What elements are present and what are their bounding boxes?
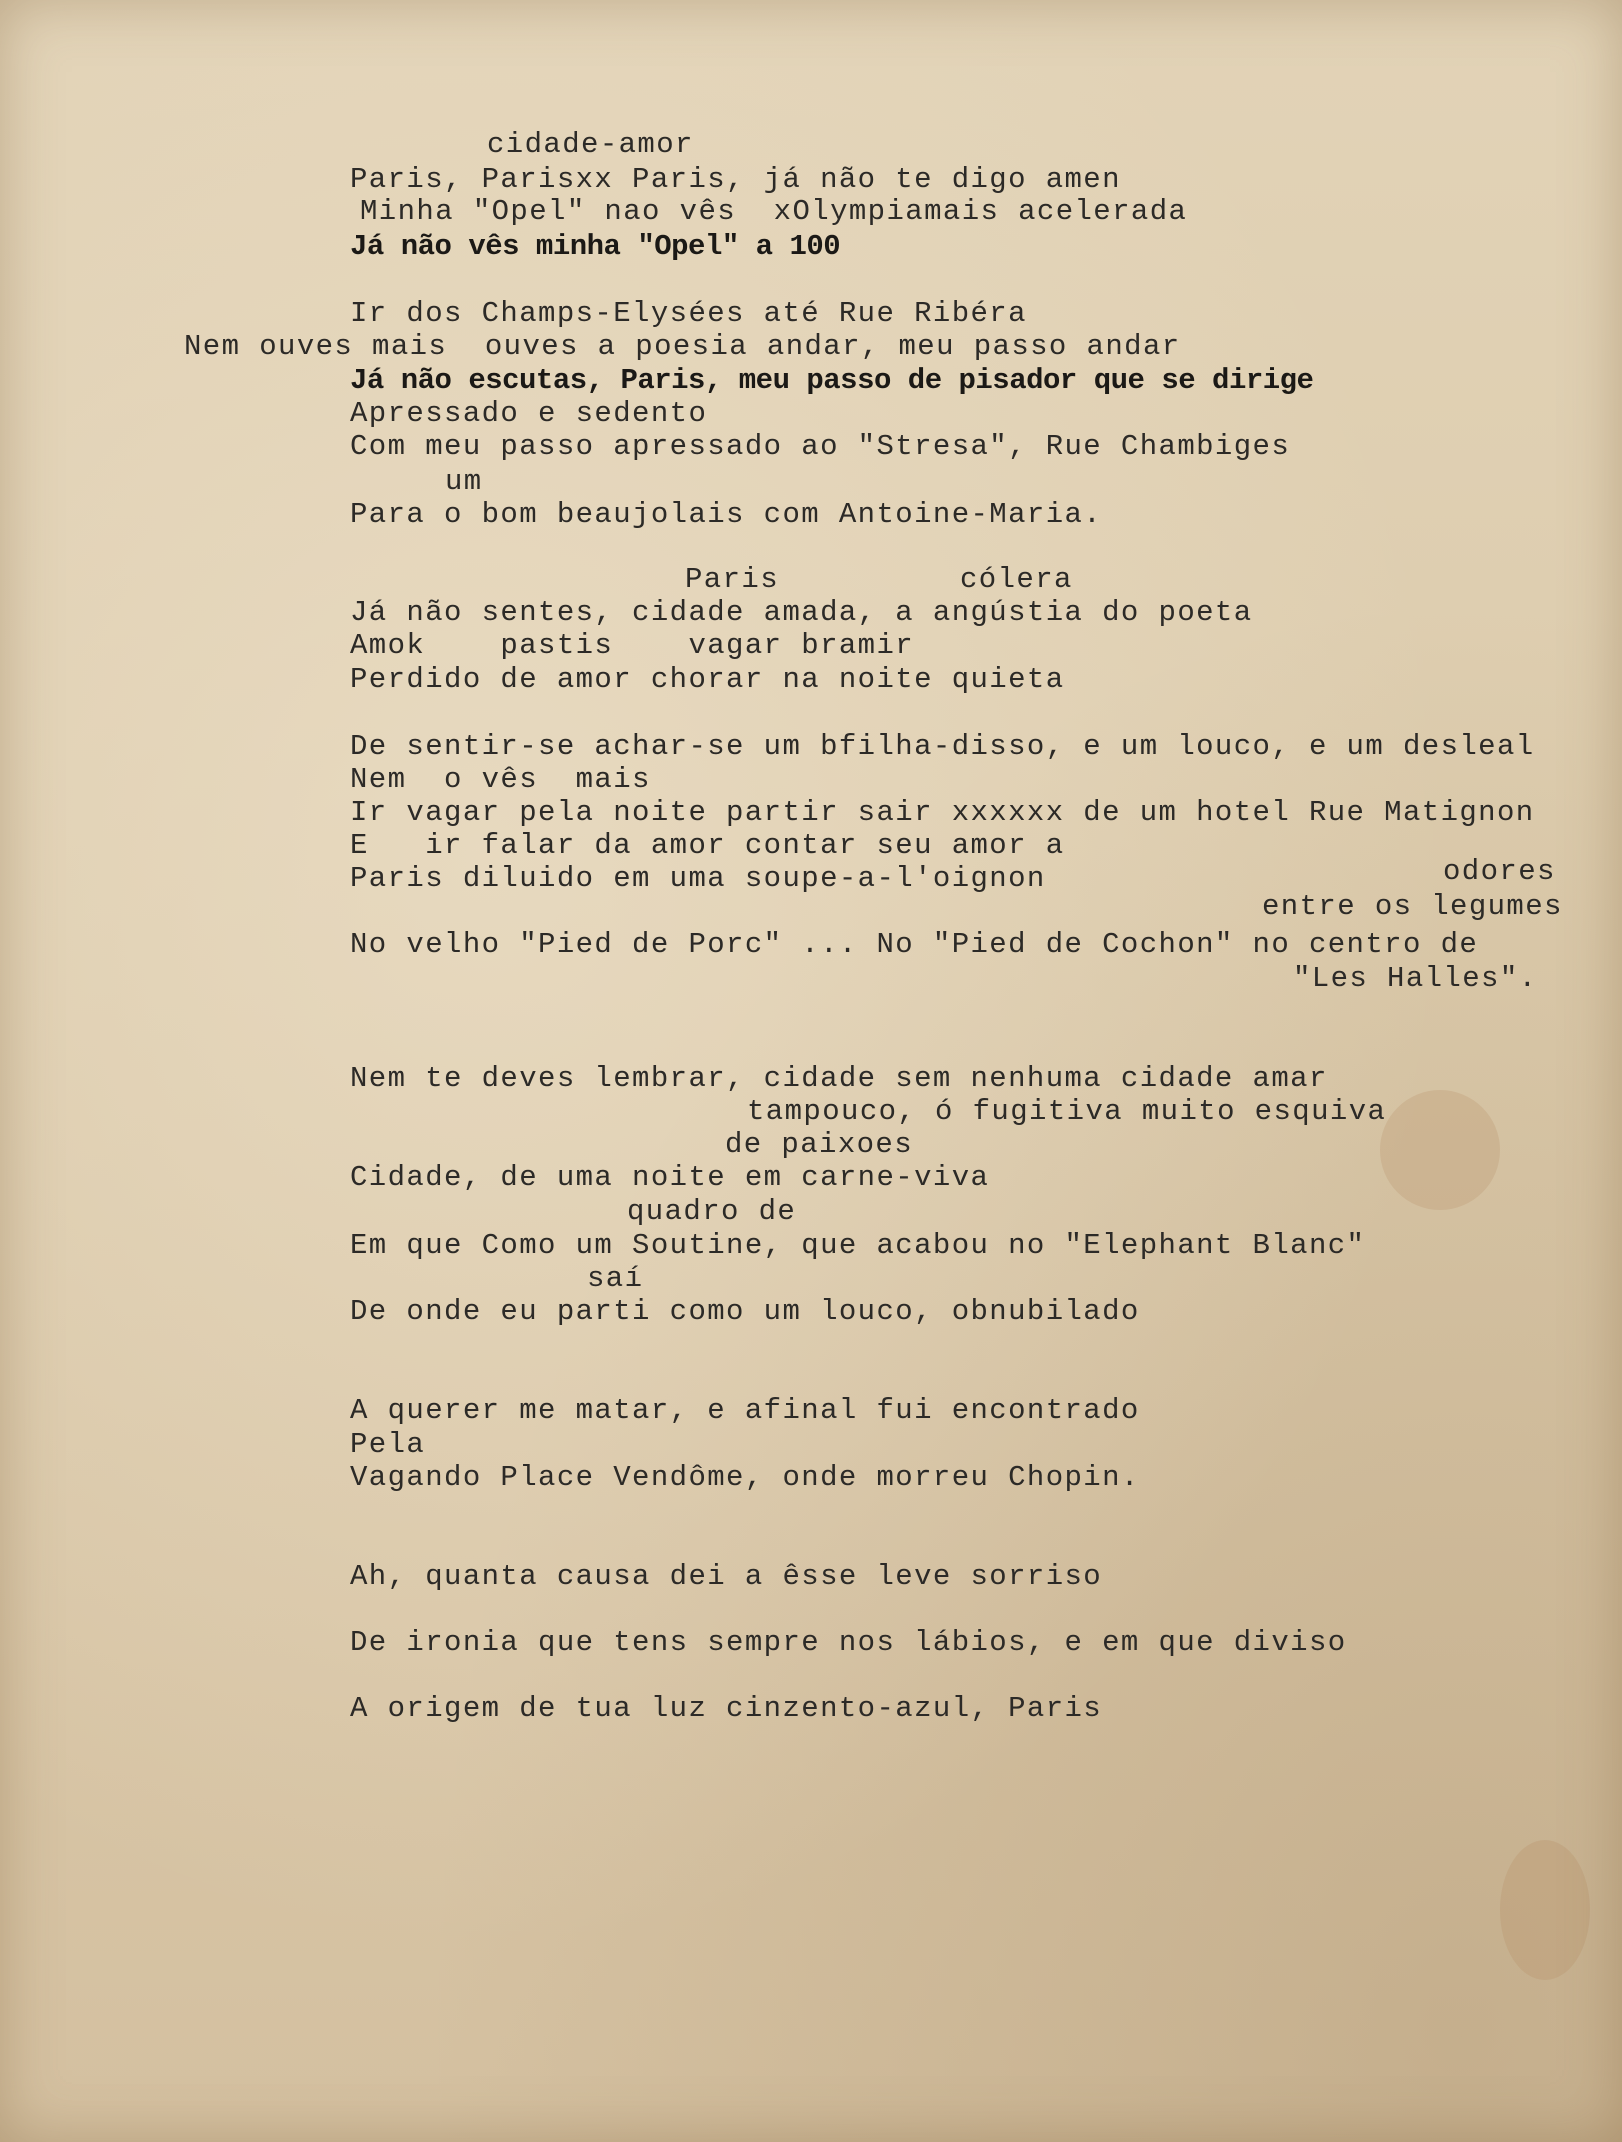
- poem-line: Em que Como um Soutine, que acabou no "Elephant Blanc": [350, 1229, 1366, 1262]
- struck-line: Já não escutas, Paris, meu passo de pisador que se dirige: [350, 364, 1314, 397]
- poem-line: Nem ouves mais ouves a poesia andar, meu passo andar: [184, 330, 1181, 363]
- poem-line: Para o bom beaujolais com Antoine-Maria.: [350, 498, 1103, 531]
- poem-line: Ir dos Champs-Elysées até Rue Ribéra: [350, 297, 1027, 330]
- poem-line: Minha "Opel" nao vês xOlympiamais acelerada: [360, 195, 1188, 228]
- poem-line: quadro de: [627, 1195, 797, 1228]
- poem-line: Ah, quanta causa dei a êsse leve sorriso: [350, 1560, 1103, 1593]
- struck-line: Já não vês minha "Opel" a 100: [350, 230, 841, 263]
- poem-line: A origem de tua luz cinzento-azul, Paris: [350, 1692, 1103, 1725]
- poem-line: Apressado e sedento: [350, 397, 708, 430]
- poem-line: A querer me matar, e afinal fui encontrado: [350, 1394, 1140, 1427]
- paper-stain: [1500, 1840, 1590, 1980]
- poem-line: E ir falar da amor contar seu amor a: [350, 829, 1065, 862]
- poem-line: Vagando Place Vendôme, onde morreu Chopin.: [350, 1461, 1140, 1494]
- poem-line: de paixoes: [725, 1128, 914, 1161]
- poem-line: Amok pastis vagar bramir: [350, 629, 915, 662]
- paper-stain: [1380, 1090, 1500, 1210]
- poem-line: entre os legumes: [1262, 890, 1563, 923]
- poem-line: um: [445, 465, 483, 498]
- poem-line: Paris, Parisxx Paris, já não te digo amen: [350, 163, 1121, 196]
- poem-line: tampouco, ó fugitiva muito esquiva: [747, 1095, 1387, 1128]
- poem-line: De sentir-se achar-se um bfilha-disso, e um louco, e um desleal: [350, 730, 1535, 763]
- poem-line: "Les Halles".: [1293, 962, 1538, 995]
- poem-line: Paris diluido em uma soupe-a-l'oignon: [350, 862, 1046, 895]
- poem-line: De ironia que tens sempre nos lábios, e em que diviso: [350, 1626, 1347, 1659]
- poem-line: Cidade, de uma noite em carne-viva: [350, 1161, 990, 1194]
- poem-line: Com meu passo apressado ao "Stresa", Rue Chambiges: [350, 430, 1291, 463]
- poem-line: Ir vagar pela noite partir sair xxxxxx de um hotel Rue Matignon: [350, 796, 1535, 829]
- poem-line: Nem te deves lembrar, cidade sem nenhuma cidade amar: [350, 1062, 1328, 1095]
- poem-line: cidade-amor: [487, 128, 694, 161]
- poem-line: cólera: [960, 563, 1073, 596]
- poem-line: Pela: [350, 1428, 426, 1461]
- poem-line: odores: [1443, 855, 1556, 888]
- poem-line: saí: [587, 1262, 644, 1295]
- poem-line: Perdido de amor chorar na noite quieta: [350, 663, 1065, 696]
- poem-line: Nem o vês mais: [350, 763, 651, 796]
- poem-line: De onde eu parti como um louco, obnubilado: [350, 1295, 1140, 1328]
- poem-line: Já não sentes, cidade amada, a angústia do poeta: [350, 596, 1253, 629]
- poem-line: Paris: [685, 563, 780, 596]
- poem-line: No velho "Pied de Porc" ... No "Pied de Cochon" no centro de: [350, 928, 1479, 961]
